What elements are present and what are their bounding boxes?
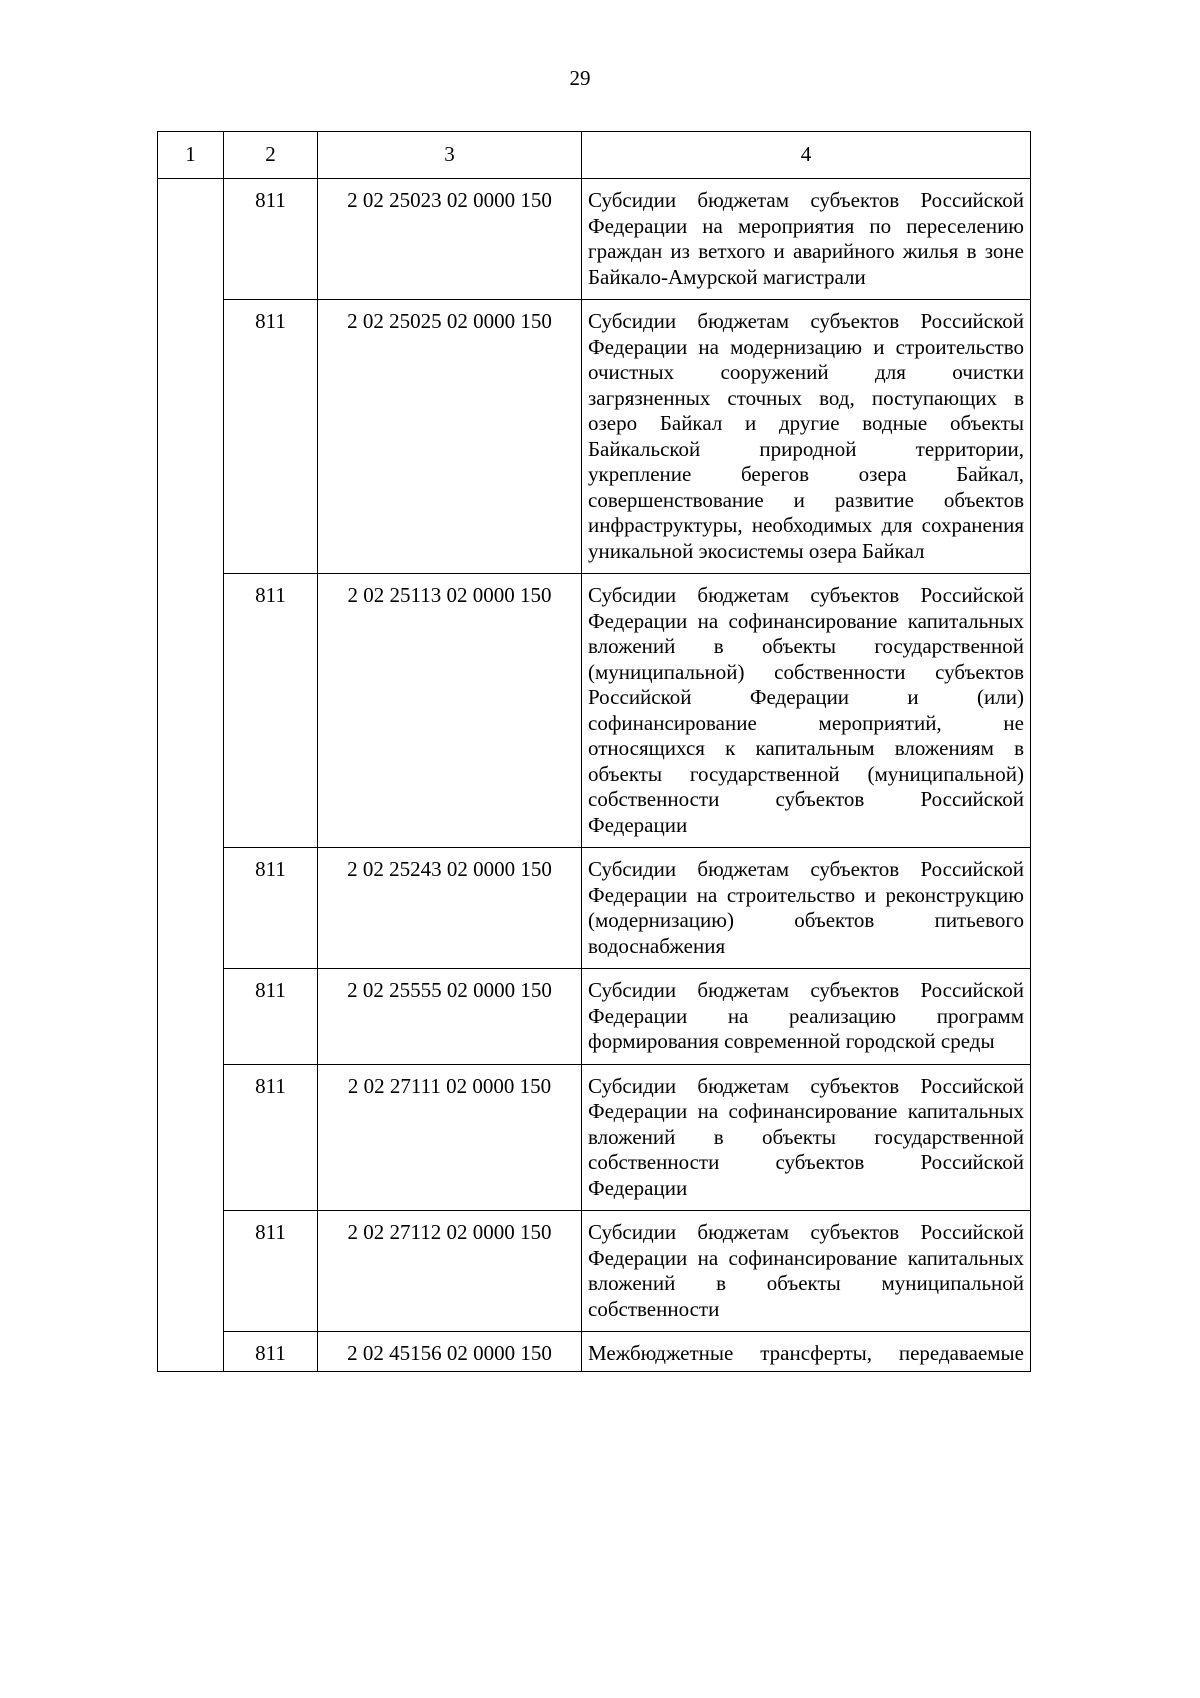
table-row: [158, 574, 1031, 848]
description-cell: Субсидии бюджетам субъектов Российской Федерации на софинансирование капитальных вложений в объекты муниципальной собственности: [582, 1211, 1031, 1332]
budget-code-cell: 2 02 27111 02 0000 150: [318, 1064, 582, 1211]
budget-code-cell: 2 02 25113 02 0000 150: [318, 574, 582, 848]
description-cell: Субсидии бюджетам субъектов Российской Федерации на строительство и реконструкцию (модернизацию) объектов питьевого водоснабжения: [582, 848, 1031, 969]
admin-code-cell: 811: [224, 574, 318, 848]
table-row: [158, 1064, 1031, 1211]
table-row: [158, 969, 1031, 1065]
group-cell: [158, 179, 224, 1372]
admin-code-cell: 811: [224, 1211, 318, 1332]
admin-code-cell: 811: [224, 300, 318, 574]
admin-code-cell: 811: [224, 1332, 318, 1372]
description-cell: Субсидии бюджетам субъектов Российской Федерации на модернизацию и строительство очистных сооружений для очистки загрязненных сточных вод, поступающих в озеро Байкал и другие водные объекты Байкальской природной территории, укрепление берегов озера Байкал, совершенствование и развитие объектов инфраструктуры, необходимых для сохранения уникальной экосистемы озера Байкал: [582, 300, 1031, 574]
budget-code-cell: 2 02 45156 02 0000 150: [318, 1332, 582, 1372]
description-cell: Субсидии бюджетам субъектов Российской Федерации на софинансирование капитальных вложений в объекты государственной (муниципальной) собственности субъектов Российской Федерации и (или) софинансирование мероприятий, не относящихся к капитальным вложениям в объекты государственной (муниципальной) собственности субъектов Российской Федерации: [582, 574, 1031, 848]
table-header-row: [158, 132, 1031, 179]
column-header-3: 3: [318, 132, 582, 179]
page-number: 29: [569, 66, 591, 90]
column-header-2: 2: [224, 132, 318, 179]
column-header-4: 4: [582, 132, 1031, 179]
budget-code-cell: 2 02 25025 02 0000 150: [318, 300, 582, 574]
table-row: [158, 848, 1031, 969]
description-cell: Субсидии бюджетам субъектов Российской Федерации на мероприятия по переселению граждан из ветхого и аварийного жилья в зоне Байкало-Амурской магистрали: [582, 179, 1031, 300]
description-cell: Субсидии бюджетам субъектов Российской Федерации на реализацию программ формирования современной городской среды: [582, 969, 1031, 1065]
description-cell: Межбюджетные трансферты, передаваемые: [582, 1332, 1031, 1372]
admin-code-cell: 811: [224, 179, 318, 300]
budget-classification-table: [157, 131, 1031, 1372]
table-row: [158, 300, 1031, 574]
admin-code-cell: 811: [224, 1064, 318, 1211]
admin-code-cell: 811: [224, 848, 318, 969]
table-row: [158, 1211, 1031, 1332]
column-header-1: 1: [158, 132, 224, 179]
table-row: [158, 1332, 1031, 1372]
budget-code-cell: 2 02 25555 02 0000 150: [318, 969, 582, 1065]
description-cell: Субсидии бюджетам субъектов Российской Федерации на софинансирование капитальных вложений в объекты государственной собственности субъектов Российской Федерации: [582, 1064, 1031, 1211]
budget-code-cell: 2 02 25023 02 0000 150: [318, 179, 582, 300]
table-row: [158, 179, 1031, 300]
budget-code-cell: 2 02 27112 02 0000 150: [318, 1211, 582, 1332]
admin-code-cell: 811: [224, 969, 318, 1065]
budget-code-cell: 2 02 25243 02 0000 150: [318, 848, 582, 969]
